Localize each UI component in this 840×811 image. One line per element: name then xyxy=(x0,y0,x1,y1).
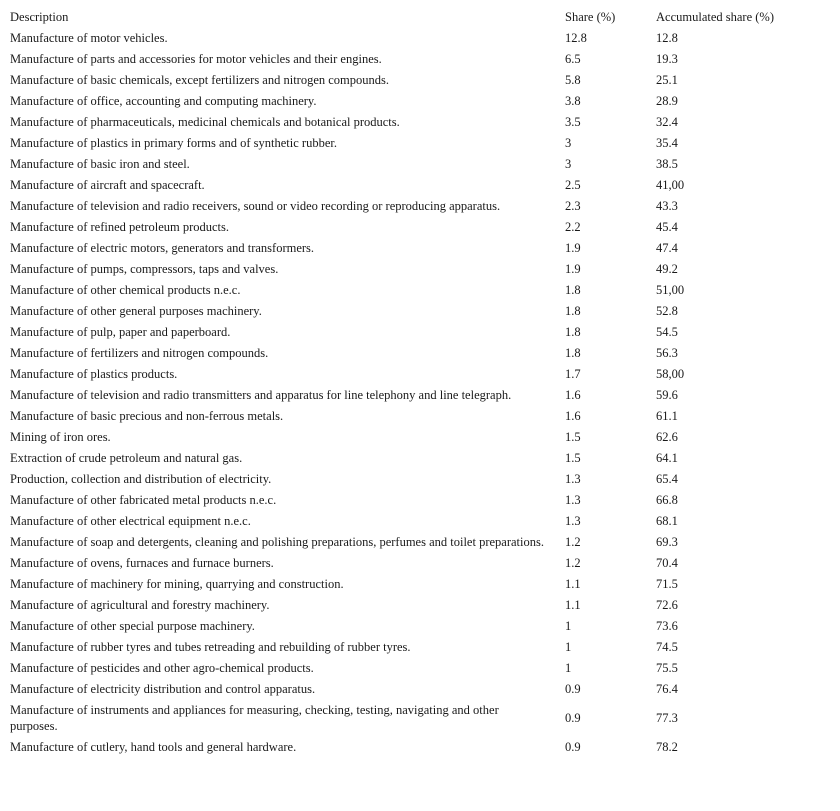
row-accumulated-share: 71.5 xyxy=(656,577,678,591)
table-row xyxy=(7,259,813,280)
table-body xyxy=(7,28,813,758)
table-row xyxy=(7,595,813,616)
header-description: Description xyxy=(10,10,69,24)
row-accumulated-share: 73.6 xyxy=(656,619,678,633)
row-accumulated-share: 52.8 xyxy=(656,304,678,318)
row-share: 3.8 xyxy=(565,94,581,108)
table-row xyxy=(7,70,813,91)
row-share: 1.8 xyxy=(565,346,581,360)
row-description: Manufacture of agricultural and forestry machinery. xyxy=(10,598,270,612)
table-row xyxy=(7,91,813,112)
row-description: Manufacture of other chemical products n.e.c. xyxy=(10,283,241,297)
row-share: 1 xyxy=(565,640,572,654)
industry-share-table xyxy=(7,7,813,758)
row-description: Manufacture of other fabricated metal products n.e.c. xyxy=(10,493,277,507)
row-description: Mining of iron ores. xyxy=(10,430,111,444)
row-description: Manufacture of machinery for mining, quarrying and construction. xyxy=(10,577,344,591)
table-row xyxy=(7,737,813,758)
table-row xyxy=(7,469,813,490)
row-share: 1.1 xyxy=(565,577,581,591)
row-accumulated-share: 78.2 xyxy=(656,740,678,754)
row-description: Manufacture of television and radio transmitters and apparatus for line telephony and line telegraph. xyxy=(10,388,512,402)
table-row xyxy=(7,700,813,737)
row-accumulated-share: 74.5 xyxy=(656,640,678,654)
row-accumulated-share: 72.6 xyxy=(656,598,678,612)
row-accumulated-share: 41,00 xyxy=(656,178,685,192)
row-description: Manufacture of basic chemicals, except fertilizers and nitrogen compounds. xyxy=(10,73,390,87)
row-description: Manufacture of basic iron and steel. xyxy=(10,157,190,171)
row-description: Manufacture of television and radio receivers, sound or video recording or reproducing apparatus. xyxy=(10,199,501,213)
row-description: Manufacture of pumps, compressors, taps and valves. xyxy=(10,262,279,276)
row-accumulated-share: 35.4 xyxy=(656,136,678,150)
row-share: 3 xyxy=(565,157,572,171)
row-description: Manufacture of pesticides and other agro-chemical products. xyxy=(10,661,314,675)
row-accumulated-share: 77.3 xyxy=(656,711,678,725)
row-description: Manufacture of cutlery, hand tools and general hardware. xyxy=(10,740,297,754)
row-share: 1 xyxy=(565,619,572,633)
row-share: 3.5 xyxy=(565,115,581,129)
row-share: 6.5 xyxy=(565,52,581,66)
row-description: Manufacture of motor vehicles. xyxy=(10,31,168,45)
row-description: Manufacture of electric motors, generators and transformers. xyxy=(10,241,315,255)
table-row xyxy=(7,532,813,553)
row-accumulated-share: 49.2 xyxy=(656,262,678,276)
row-description: Manufacture of instruments and appliances for measuring, checking, testing, navigating and other purposes. xyxy=(10,703,499,733)
row-description: Manufacture of soap and detergents, cleaning and polishing preparations, perfumes and toilet preparations. xyxy=(10,535,544,549)
row-accumulated-share: 65.4 xyxy=(656,472,678,486)
row-accumulated-share: 76.4 xyxy=(656,682,678,696)
row-share: 1.6 xyxy=(565,388,581,402)
row-description: Manufacture of other special purpose machinery. xyxy=(10,619,255,633)
row-description: Manufacture of office, accounting and computing machinery. xyxy=(10,94,317,108)
row-description: Manufacture of ovens, furnaces and furnace burners. xyxy=(10,556,274,570)
row-share: 1.6 xyxy=(565,409,581,423)
table-row xyxy=(7,637,813,658)
row-share: 1.3 xyxy=(565,514,581,528)
table-row xyxy=(7,196,813,217)
row-accumulated-share: 59.6 xyxy=(656,388,678,402)
table-row xyxy=(7,616,813,637)
row-description: Manufacture of pulp, paper and paperboard. xyxy=(10,325,231,339)
row-description: Manufacture of other general purposes machinery. xyxy=(10,304,262,318)
row-description: Production, collection and distribution of electricity. xyxy=(10,472,272,486)
table-row xyxy=(7,511,813,532)
row-share: 1.3 xyxy=(565,493,581,507)
table-row xyxy=(7,658,813,679)
table-row xyxy=(7,406,813,427)
table-row xyxy=(7,49,813,70)
table-row xyxy=(7,28,813,49)
row-accumulated-share: 45.4 xyxy=(656,220,678,234)
row-share: 1.9 xyxy=(565,241,581,255)
table-row xyxy=(7,280,813,301)
table-row xyxy=(7,238,813,259)
header-row xyxy=(7,7,813,28)
row-accumulated-share: 56.3 xyxy=(656,346,678,360)
row-share: 2.5 xyxy=(565,178,581,192)
table-row xyxy=(7,679,813,700)
row-accumulated-share: 38.5 xyxy=(656,157,678,171)
row-share: 0.9 xyxy=(565,740,581,754)
table-row xyxy=(7,322,813,343)
row-share: 1.8 xyxy=(565,304,581,318)
row-accumulated-share: 12.8 xyxy=(656,31,678,45)
row-share: 1.2 xyxy=(565,535,581,549)
row-accumulated-share: 64.1 xyxy=(656,451,678,465)
row-accumulated-share: 54.5 xyxy=(656,325,678,339)
row-accumulated-share: 43.3 xyxy=(656,199,678,213)
row-description: Manufacture of plastics in primary forms and of synthetic rubber. xyxy=(10,136,337,150)
row-share: 1.1 xyxy=(565,598,581,612)
row-accumulated-share: 68.1 xyxy=(656,514,678,528)
row-share: 1.7 xyxy=(565,367,581,381)
row-description: Extraction of crude petroleum and natural gas. xyxy=(10,451,243,465)
table-row xyxy=(7,154,813,175)
table-row xyxy=(7,217,813,238)
row-share: 5.8 xyxy=(565,73,581,87)
row-description: Manufacture of fertilizers and nitrogen compounds. xyxy=(10,346,269,360)
table-header xyxy=(7,7,813,28)
row-accumulated-share: 69.3 xyxy=(656,535,678,549)
table-row xyxy=(7,301,813,322)
row-share: 1.8 xyxy=(565,283,581,297)
table-row xyxy=(7,364,813,385)
table-row xyxy=(7,427,813,448)
row-description: Manufacture of plastics products. xyxy=(10,367,178,381)
row-accumulated-share: 25.1 xyxy=(656,73,678,87)
row-description: Manufacture of electricity distribution and control apparatus. xyxy=(10,682,316,696)
row-accumulated-share: 19.3 xyxy=(656,52,678,66)
row-share: 1.9 xyxy=(565,262,581,276)
table-row xyxy=(7,448,813,469)
row-description: Manufacture of rubber tyres and tubes retreading and rebuilding of rubber tyres. xyxy=(10,640,411,654)
row-share: 0.9 xyxy=(565,711,581,725)
row-share: 2.2 xyxy=(565,220,581,234)
row-accumulated-share: 70.4 xyxy=(656,556,678,570)
row-share: 1.8 xyxy=(565,325,581,339)
row-share: 12.8 xyxy=(565,31,587,45)
row-share: 0.9 xyxy=(565,682,581,696)
header-accumulated-share: Accumulated share (%) xyxy=(656,10,774,24)
header-share: Share (%) xyxy=(565,10,616,24)
row-share: 3 xyxy=(565,136,572,150)
row-accumulated-share: 66.8 xyxy=(656,493,678,507)
table-row xyxy=(7,574,813,595)
row-description: Manufacture of pharmaceuticals, medicinal chemicals and botanical products. xyxy=(10,115,400,129)
row-share: 1 xyxy=(565,661,572,675)
table-row xyxy=(7,343,813,364)
row-accumulated-share: 58,00 xyxy=(656,367,685,381)
row-description: Manufacture of basic precious and non-ferrous metals. xyxy=(10,409,284,423)
row-accumulated-share: 51,00 xyxy=(656,283,685,297)
row-description: Manufacture of refined petroleum products. xyxy=(10,220,230,234)
row-accumulated-share: 32.4 xyxy=(656,115,678,129)
row-description: Manufacture of aircraft and spacecraft. xyxy=(10,178,205,192)
table-row xyxy=(7,490,813,511)
row-accumulated-share: 75.5 xyxy=(656,661,678,675)
row-share: 1.5 xyxy=(565,451,581,465)
row-description: Manufacture of parts and accessories for motor vehicles and their engines. xyxy=(10,52,382,66)
row-share: 1.5 xyxy=(565,430,581,444)
row-share: 2.3 xyxy=(565,199,581,213)
table-row xyxy=(7,175,813,196)
table-row xyxy=(7,553,813,574)
table-row xyxy=(7,112,813,133)
table-row xyxy=(7,133,813,154)
row-accumulated-share: 47.4 xyxy=(656,241,678,255)
row-accumulated-share: 28.9 xyxy=(656,94,678,108)
row-share: 1.3 xyxy=(565,472,581,486)
row-accumulated-share: 62.6 xyxy=(656,430,678,444)
row-accumulated-share: 61.1 xyxy=(656,409,678,423)
row-description: Manufacture of other electrical equipment n.e.c. xyxy=(10,514,251,528)
table-row xyxy=(7,385,813,406)
row-share: 1.2 xyxy=(565,556,581,570)
